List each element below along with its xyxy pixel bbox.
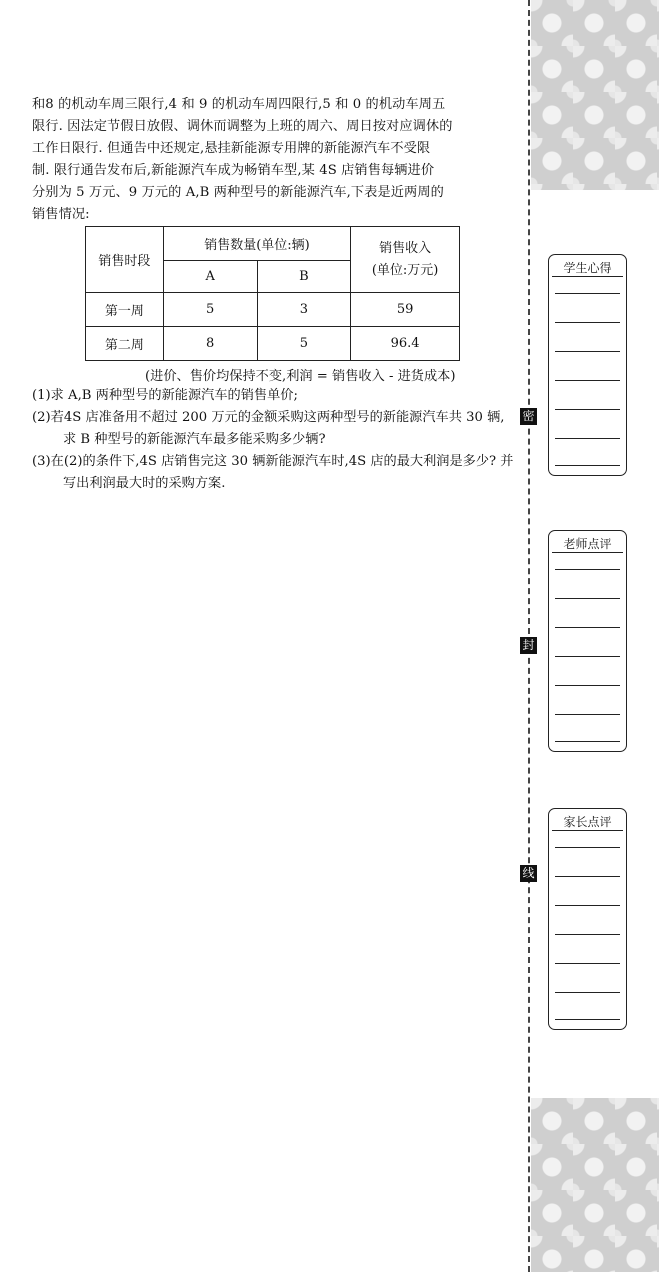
writing-line: [555, 963, 620, 964]
writing-line: [555, 905, 620, 906]
parent-comment-title: 家长点评: [563, 815, 612, 829]
cell-income: 59: [351, 293, 460, 327]
problem-line: 销售情况:: [32, 207, 90, 222]
writing-line: [555, 934, 620, 935]
student-notes-title: 学生心得: [563, 261, 612, 275]
header-income-unit: (单位:万元): [371, 262, 439, 278]
problem-line: 工作日限行. 但通告中还规定,悬挂新能源专用牌的新能源汽车不受限: [32, 141, 431, 156]
title-underline: [552, 552, 623, 553]
cell-a: 8: [163, 327, 257, 361]
table-row: [86, 293, 460, 327]
teacher-comment-title: 老师点评: [563, 537, 612, 551]
seal-feng: 封: [520, 637, 537, 654]
binding-dashed-line: [528, 0, 530, 1272]
cell-b: 5: [257, 327, 351, 361]
header-b: B: [257, 261, 351, 293]
question-3: (3)在(2)的条件下,4S 店销售完这 30 辆新能源汽车时,4S 店的最大利润是多少? 并写出利润最大时的采购方案.: [32, 454, 514, 491]
cell-period: 第一周: [86, 293, 164, 327]
cell-period: 第二周: [86, 327, 164, 361]
problem-line: 分别为 5 万元、9 万元的 A,B 两种型号的新能源汽车,下表是近两周的: [32, 185, 444, 200]
writing-line: [555, 876, 620, 877]
student-notes-box: [548, 254, 627, 476]
writing-line: [555, 992, 620, 993]
writing-line: [555, 438, 620, 439]
header-quantity: 销售数量(单位:辆): [163, 227, 350, 261]
problem-line: 限行. 因法定节假日放假、调休而调整为上班的周六、周日按对应调休的: [32, 119, 453, 134]
writing-line: [555, 1019, 620, 1020]
problem-text: [32, 94, 516, 226]
questions: [32, 385, 516, 495]
writing-line: [555, 598, 620, 599]
problem-line: 和8 的机动车周三限行,4 和 9 的机动车周四限行,5 和 0 的机动车周五: [32, 97, 446, 112]
decorative-pattern-top: [531, 0, 659, 190]
decorative-pattern-bottom: [531, 1098, 659, 1272]
writing-line: [555, 714, 620, 715]
writing-line: [555, 569, 620, 570]
header-income-label: 销售收入: [379, 240, 432, 256]
writing-line: [555, 351, 620, 352]
header-period: 销售时段: [86, 227, 164, 293]
writing-line: [555, 627, 620, 628]
question-2: (2)若4S 店准备用不超过 200 万元的金额采购这两种型号的新能源汽车共 30 辆,求 B 种型号的新能源汽车最多能采购多少辆?: [32, 410, 505, 447]
parent-comment-box: [548, 808, 627, 1030]
header-income: [351, 227, 460, 293]
title-underline: [552, 276, 623, 277]
cell-a: 5: [163, 293, 257, 327]
seal-mi: 密: [520, 408, 537, 425]
sales-table: [85, 226, 460, 361]
title-underline: [552, 830, 623, 831]
table-note: (进价、售价均保持不变,利润 = 销售收入 - 进货成本): [145, 369, 456, 384]
problem-line: 制. 限行通告发布后,新能源汽车成为畅销车型,某 4S 店销售每辆进价: [32, 163, 435, 178]
writing-line: [555, 409, 620, 410]
cell-income: 96.4: [351, 327, 460, 361]
writing-line: [555, 465, 620, 466]
writing-line: [555, 847, 620, 848]
writing-line: [555, 741, 620, 742]
question-1: (1)求 A,B 两种型号的新能源汽车的销售单价;: [32, 388, 298, 403]
seal-xian: 线: [520, 865, 537, 882]
header-a: A: [163, 261, 257, 293]
table-header-row: [86, 227, 460, 261]
writing-line: [555, 293, 620, 294]
writing-line: [555, 322, 620, 323]
cell-b: 3: [257, 293, 351, 327]
teacher-comment-box: [548, 530, 627, 752]
table-row: [86, 327, 460, 361]
writing-line: [555, 380, 620, 381]
writing-line: [555, 656, 620, 657]
writing-line: [555, 685, 620, 686]
